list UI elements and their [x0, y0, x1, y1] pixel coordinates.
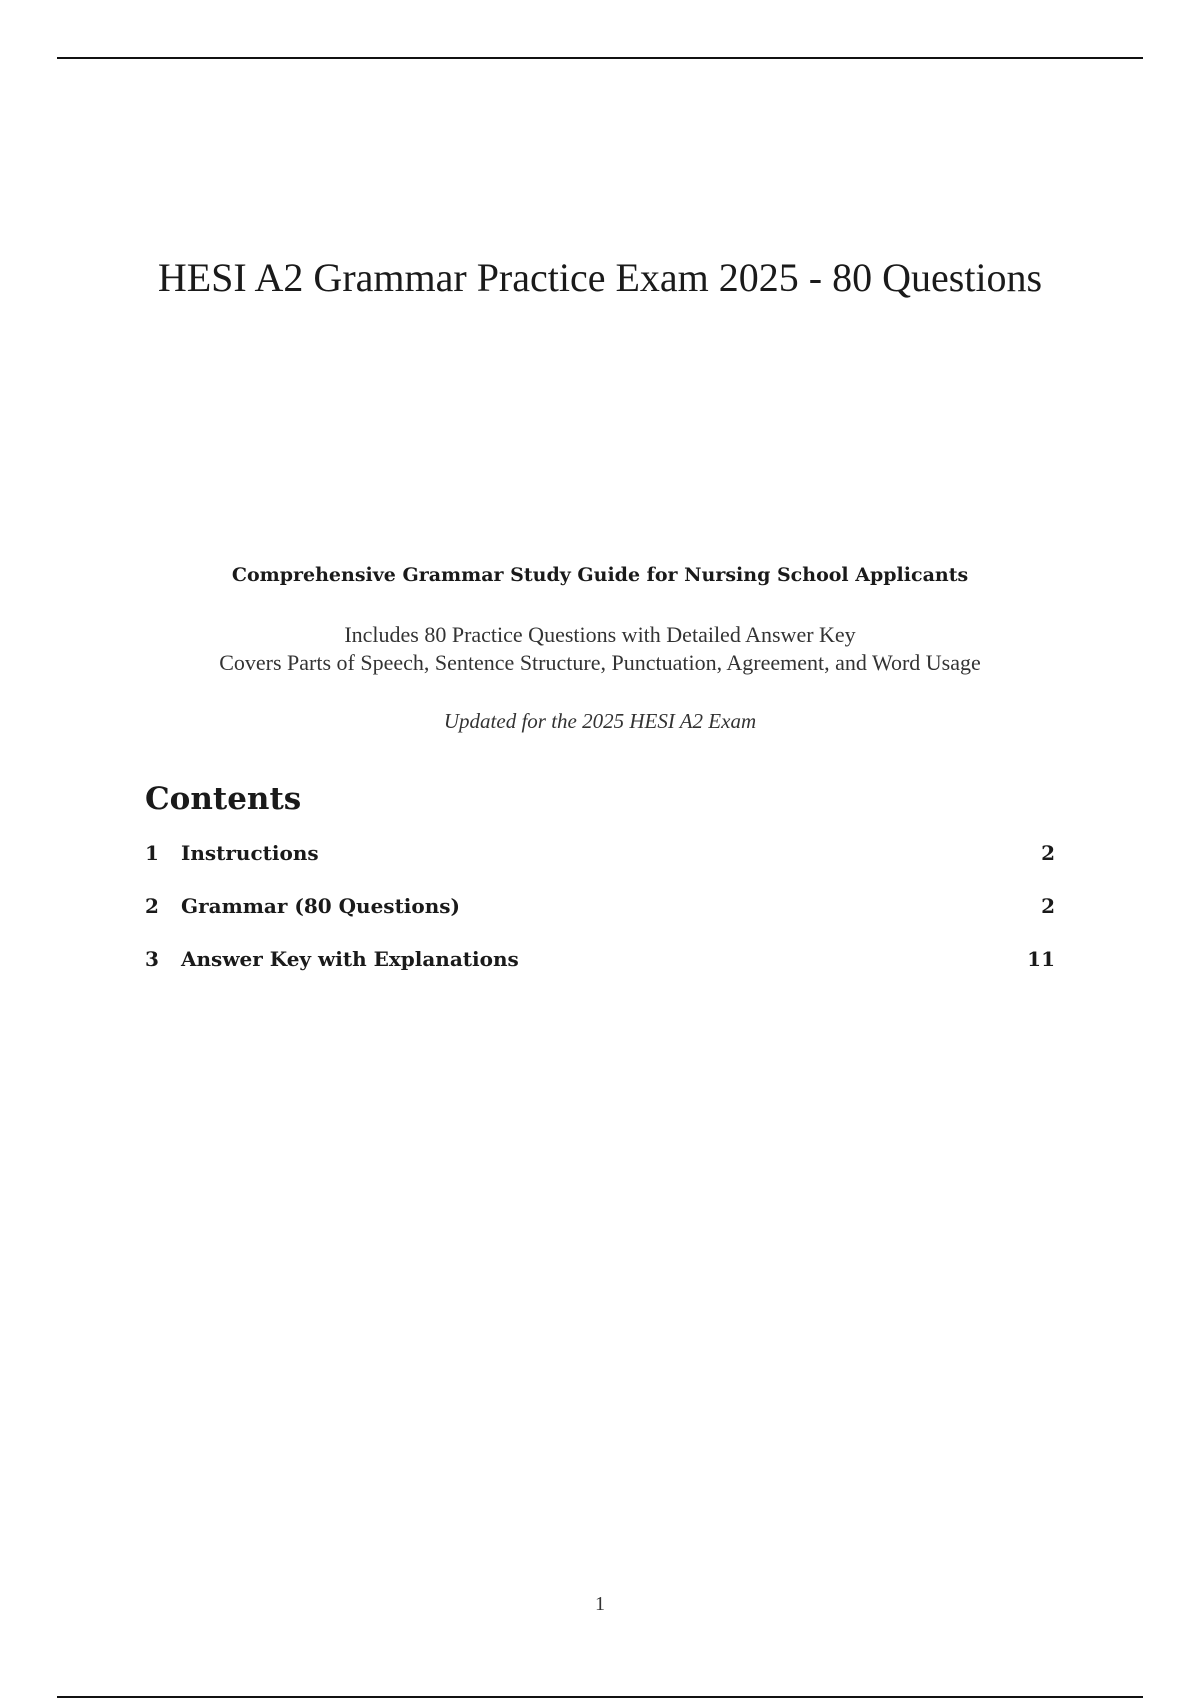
- toc-entry-label: Instructions: [181, 841, 319, 865]
- toc-entry-page: 2: [1041, 841, 1055, 865]
- description-line: Covers Parts of Speech, Sentence Structure, Punctuation, Agreement, and Word Usage: [219, 650, 981, 675]
- toc-entry-number: 2: [145, 894, 159, 918]
- toc-entry-number: 1: [145, 841, 159, 865]
- page-number: 1: [595, 1593, 605, 1615]
- toc-entry-page: 2: [1041, 894, 1055, 918]
- toc-entry-number: 3: [145, 947, 159, 971]
- description-line: Includes 80 Practice Questions with Detailed Answer Key: [344, 622, 856, 647]
- document-title: HESI A2 Grammar Practice Exam 2025 - 80 Questions: [157, 255, 1043, 300]
- toc-entry-answer-key[interactable]: [145, 944, 1055, 997]
- toc-entry-instructions[interactable]: [145, 838, 1055, 891]
- toc-entry-label: Grammar (80 Questions): [181, 894, 461, 918]
- contents-heading: Contents: [145, 781, 302, 817]
- updated-note: Updated for the 2025 HESI A2 Exam: [443, 709, 757, 733]
- toc-entry-page: 11: [1027, 947, 1055, 971]
- document-subtitle: Comprehensive Grammar Study Guide for Nursing School Applicants: [231, 564, 969, 586]
- header-rule: [57, 57, 1143, 59]
- footer-rule: [57, 1696, 1143, 1698]
- toc-entry-label: Answer Key with Explanations: [181, 947, 519, 971]
- toc-entry-grammar[interactable]: [145, 891, 1055, 944]
- table-of-contents: [145, 838, 1055, 997]
